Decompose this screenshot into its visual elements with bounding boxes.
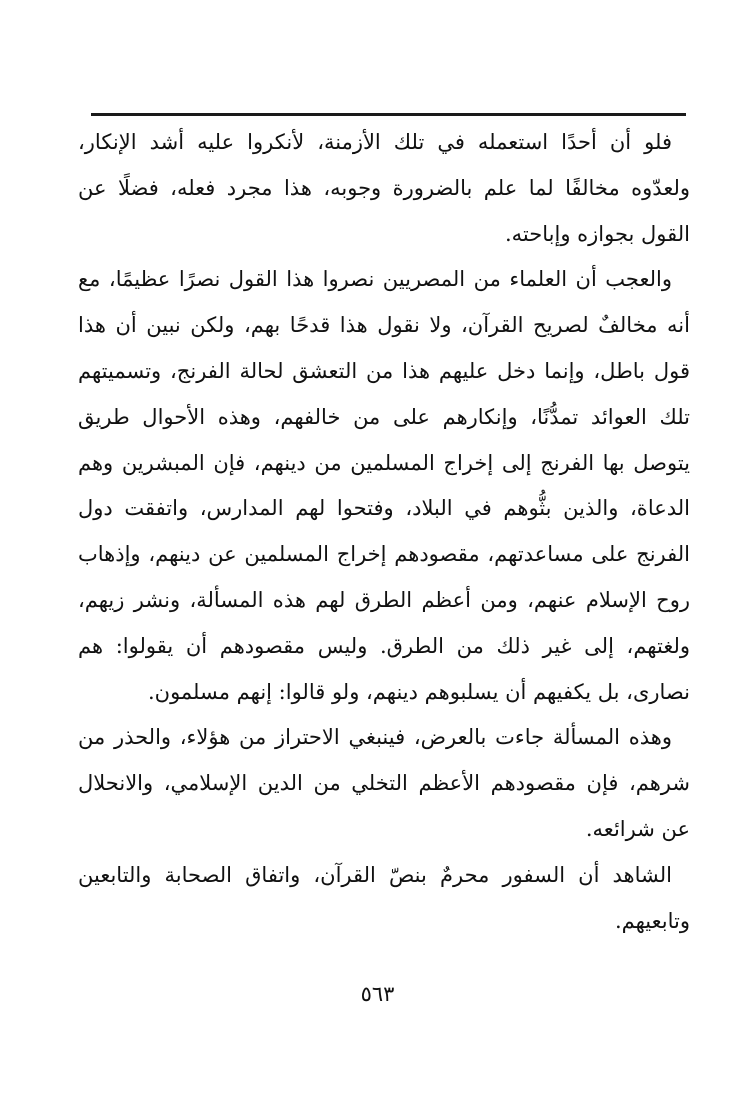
paragraph-2: والعجب أن العلماء من المصريين نصروا هذا القول نصرًا عظيمًا، مع أنه مخالفٌ لصريح القرآن، ولا نقول هذا قدحًا بهم، ولكن نبين أن هذا قول باطل، وإنما دخل عليهم هذا من التعشق لحالة الفرنج، وتسميتهم تلك العوائد تمدُّنًا، وإنكارهم على من خالفهم، وهذه الأحوال طريق يتوصل بها الفرنج إلى إخراج المسلمين من دينهم، فإن المبشرين وهم الدعاة، والذين بثُّوهم في البلاد، وفتحوا لهم المدارس، واتفقت دول الفرنج على مساعدتهم، مقصودهم إخراج المسلمين عن دينهم، وإذهاب روح الإسلام عنهم، ومن أعظم الطرق لهم هذه المسألة، ونشر زيهم، ولغتهم، إلى غير ذلك من الطرق. وليس مقصودهم أن يقولوا: هم نصارى، بل يكفيهم أن يسلبوهم دينهم، ولو قالوا: إنهم مسلمون.	[78, 267, 690, 704]
page-body	[78, 120, 690, 944]
page-number: ٥٦٣	[360, 982, 395, 1006]
header-rule	[91, 113, 686, 116]
paragraph-4: الشاهد أن السفور محرمٌ بنصّ القرآن، واتفاق الصحابة والتابعين وتابعيهم.	[78, 862, 690, 933]
paragraph-3: وهذه المسألة جاءت بالعرض، فينبغي الاحتراز من هؤلاء، والحذر من شرهم، فإن مقصودهم الأعظم التخلي من الدين الإسلامي، والانحلال عن شرائعه.	[78, 725, 690, 841]
paragraph-1: فلو أن أحدًا استعمله في تلك الأزمنة، لأنكروا عليه أشد الإنكار، ولعدّوه مخالفًا لما علم بالضرورة وجوبه، هذا مجرد فعله، فضلًا عن القول بجوازه وإباحته.	[78, 130, 690, 246]
